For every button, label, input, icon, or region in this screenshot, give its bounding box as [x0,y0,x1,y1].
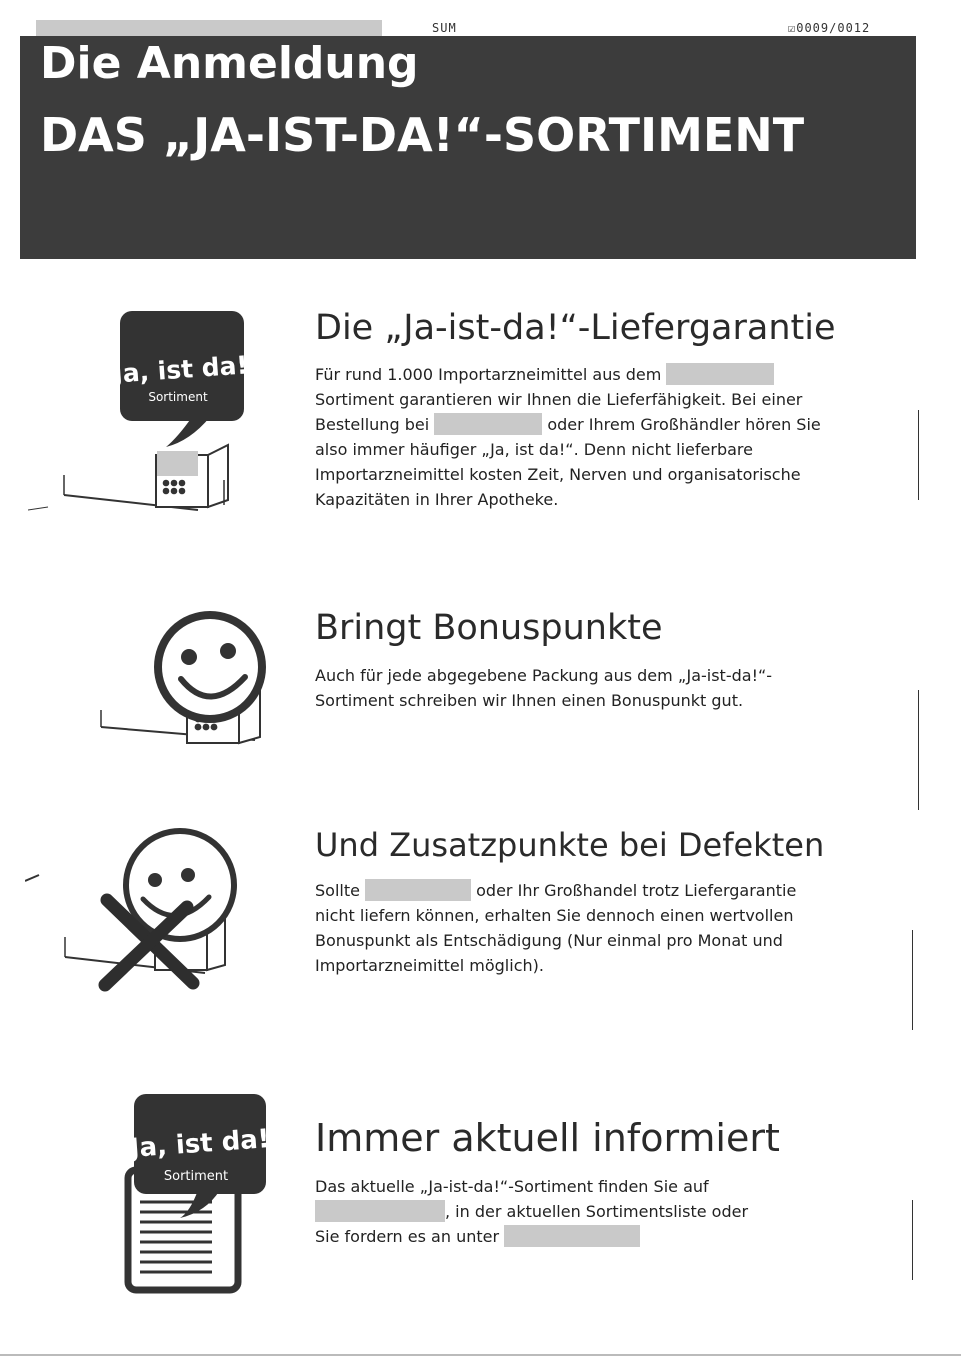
page-title: DAS „JA-IST-DA!“-SORTIMENT [40,108,805,162]
scan-margin-line [912,930,913,1030]
fax-box-icon: ☑ [788,21,797,35]
section-text-zusatzpunkte: Sollte oder Ihr Großhandel trotz Liefergarantie nicht liefern können, erhalten Sie dennoch einen wertvollen Bonuspunkt als Entschädigung (Nur einmal pro Monat und Importarzneimittel möglich). [315,881,797,975]
section-title-liefergarantie: Die „Ja-ist-da!“-Liefergarantie [315,308,836,348]
header-banner [20,36,916,259]
section-text-informiert: Das aktuelle „Ja-ist-da!“-Sortiment finden Sie auf , in der aktuellen Sortimentsliste oder Sie fordern es an unter [315,1177,749,1246]
redacted-contact [504,1225,640,1247]
section-title-informiert: Immer aktuell informiert [315,1116,780,1160]
scan-margin-line [0,1354,961,1356]
scan-margin-line [918,410,919,500]
banner-subtitle: Die Anmeldung [40,38,419,89]
section-text-bonuspunkte: Auch für jede abgegebene Packung aus dem „Ja-ist-da!“-Sortiment schreiben wir Ihnen einen Bonuspunkt gut. [315,666,773,710]
smiley-box-illustration [95,605,295,755]
fax-header-right [788,21,870,35]
redacted-website [315,1200,445,1222]
logo-ja-text: Ja, ist da! [112,350,249,389]
redacted-company [365,879,471,901]
section-text-liefergarantie: Für rund 1.000 Importarzneimittel aus dem Sortiment garantieren wir Ihnen die Lieferfähigkeit. Bei einer Bestellung bei oder Ihrem Großhändler hören Sie also immer häufiger „Ja, ist da!“. Denn nicht lieferbare Importarzneimittel kosten Zeit, Nerven und organisatorische Kapazitäten in Ihrer Apotheke. [315,365,821,509]
section-title-bonuspunkte: Bringt Bonuspunkte [315,608,663,648]
section-title-zusatzpunkte: Und Zusatzpunkte bei Defekten [315,826,825,864]
logo-sortiment-text: Sortiment [163,1169,229,1184]
fax-page-number: 0009/0012 [796,21,871,35]
logo-sortiment-text: Sortiment [148,390,208,404]
scan-margin-line [912,1200,913,1280]
fax-header-left: SUM [432,21,457,35]
ja-ist-da-logo-list-illustration [120,1090,280,1300]
redacted-logo-part [157,451,198,476]
logo-ja-text: Ja, ist da! [128,1124,271,1164]
ja-ist-da-logo-box-illustration [28,305,268,520]
redacted-company [666,363,774,385]
smiley-crossed-box-illustration [25,825,255,995]
redacted-company [434,413,542,435]
scan-margin-line [918,690,919,810]
